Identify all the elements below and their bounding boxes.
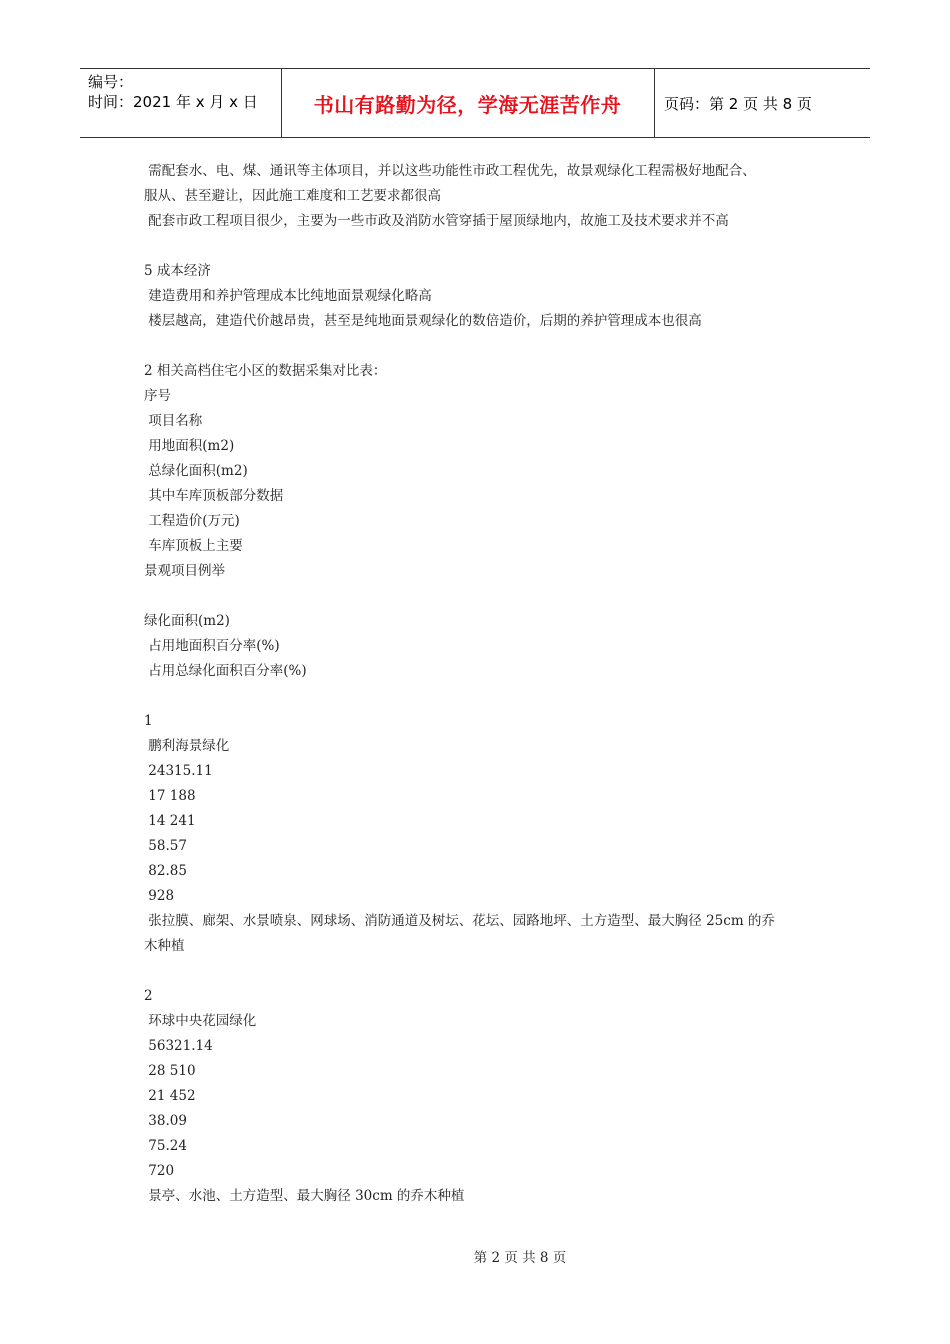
number-label: 编号： <box>88 73 134 91</box>
text-line: 环球中央花园绿化 <box>144 1013 257 1029</box>
text-line: 14 241 <box>144 813 196 829</box>
text-line: 21 452 <box>144 1088 196 1104</box>
text-line <box>144 584 824 609</box>
text-line: 928 <box>144 888 175 904</box>
text-line: 景亭、水池、土方造型、最大胸径 30cm 的乔木种植 <box>144 1188 465 1204</box>
text-line: 其中车库顶板部分数据 <box>144 488 284 504</box>
text-line: 总绿化面积(m2) <box>144 463 248 479</box>
text-line: 服从、甚至避让，因此施工难度和工艺要求都很高 <box>144 188 441 204</box>
page-info: 页码：第 2 页 共 8 页 <box>664 94 812 113</box>
text-line: 张拉膜、廊架、水景喷泉、网球场、消防通道及树坛、花坛、园路地坪、土方造型、最大胸径 25cm 的乔 <box>144 913 775 929</box>
text-line: 38.09 <box>144 1113 187 1129</box>
text-line: 序号 <box>144 388 171 404</box>
text-line: 75.24 <box>144 1138 187 1154</box>
text-line: 2 相关高档住宅小区的数据采集对比表： <box>144 363 387 379</box>
text-line: 5 成本经济 <box>144 263 211 279</box>
text-line: 1 <box>144 713 153 729</box>
document-body <box>144 159 824 1209</box>
text-line <box>144 334 824 359</box>
text-line: 占用总绿化面积百分率(%) <box>144 663 307 679</box>
text-line: 绿化面积(m2) <box>144 613 230 629</box>
page-header <box>80 68 870 138</box>
header-motto-cell <box>281 69 655 137</box>
footer-page-number: 第 2 页 共 8 页 <box>473 1250 567 1266</box>
header-meta <box>80 69 282 137</box>
text-line: 56321.14 <box>144 1038 213 1054</box>
text-line: 建造费用和养护管理成本比纯地面景观绿化略高 <box>144 288 432 304</box>
text-line: 配套市政工程项目很少，主要为一些市政及消防水管穿插于屋顶绿地内，故施工及技术要求并不高 <box>144 213 729 229</box>
text-line: 2 <box>144 988 153 1004</box>
text-line: 木种植 <box>144 938 185 954</box>
text-line: 58.57 <box>144 838 187 854</box>
text-line: 项目名称 <box>144 413 203 429</box>
text-line: 楼层越高，建造代价越昂贵，甚至是纯地面景观绿化的数倍造价，后期的养护管理成本也很高 <box>144 313 702 329</box>
text-line: 720 <box>144 1163 175 1179</box>
text-line: 用地面积(m2) <box>144 438 235 454</box>
text-line: 鹏利海景绿化 <box>144 738 230 754</box>
text-line: 82.85 <box>144 863 187 879</box>
text-line <box>144 234 824 259</box>
text-line: 占用地面积百分率(%) <box>144 638 280 654</box>
text-line: 17 188 <box>144 788 196 804</box>
text-line <box>144 684 824 709</box>
motto-text: 书山有路勤为径，学海无涯苦作舟 <box>313 92 622 117</box>
text-line: 28 510 <box>144 1063 196 1079</box>
time-label: 时间：2021 年 x 月 x 日 <box>88 93 258 111</box>
text-line: 24315.11 <box>144 763 213 779</box>
text-line: 景观项目例举 <box>144 563 225 579</box>
text-line: 车库顶板上主要 <box>144 538 243 554</box>
text-line: 工程造价(万元) <box>144 513 240 529</box>
text-line: 需配套水、电、煤、通讯等主体项目，并以这些功能性市政工程优先，故景观绿化工程需极好地配合、 <box>144 163 756 179</box>
text-line <box>144 959 824 984</box>
page-footer <box>0 1246 950 1266</box>
header-page-cell <box>654 69 870 137</box>
